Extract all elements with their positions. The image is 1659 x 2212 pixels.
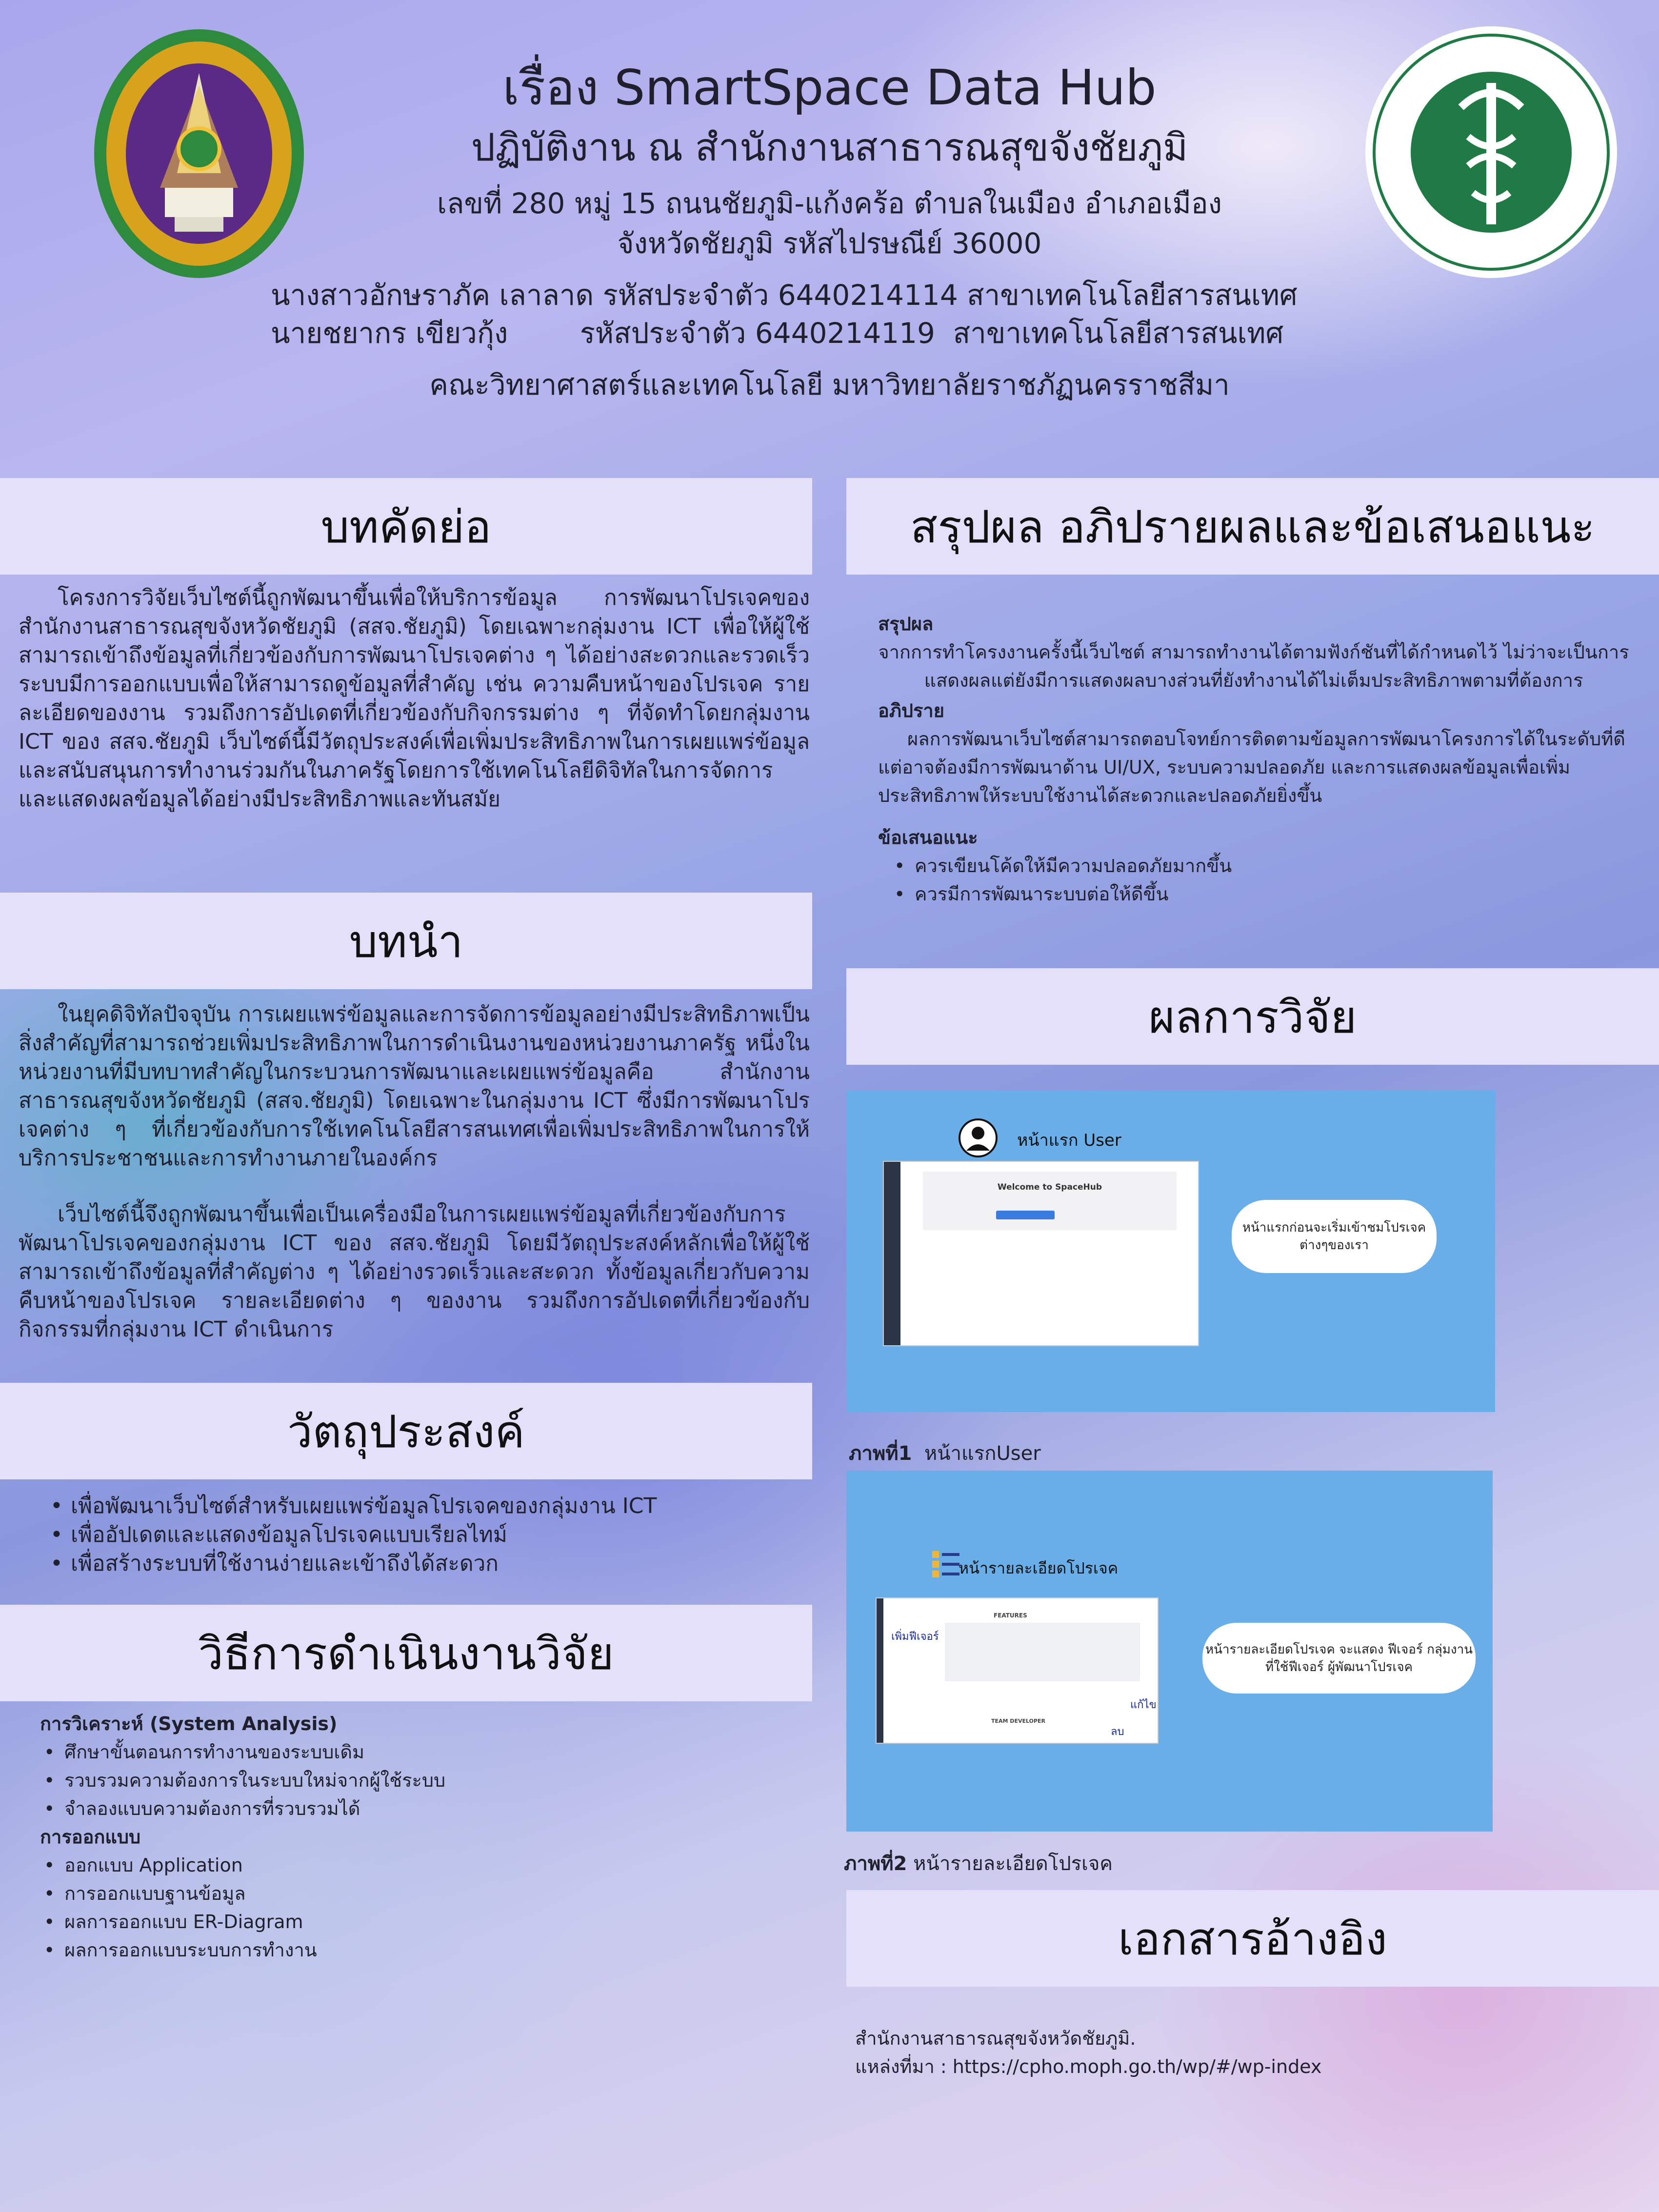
design-item: • การออกแบบฐานข้อมูล <box>40 1879 445 1908</box>
figure-2-bubble: หน้ารายละเอียดโปรเจค จะแสดง ฟีเจอร์ กลุ่มงานที่ใช้ฟีเจอร์ ผู้พัฒนาโปรเจค <box>1202 1623 1476 1694</box>
objectives-heading: วัตถุประสงค์ <box>0 1383 812 1479</box>
summary-text: จากการทำโครงงานครั้งนี้เว็บไซต์ สามารถทำงานได้ตามฟังก์ชันที่ได้กำหนดไว้ ไม่ว่าจะเป็นการแสดงผลแต่ยังมีการแสดงผลบางส่วนที่ยังทำงานได้ไม่เต็มประสิทธิภาพตามที่ต้องการ <box>878 641 1629 691</box>
suggest-item: • ควรมีการพัฒนาระบบต่อให้ดีขึ้น <box>890 880 1629 908</box>
poster-title: เรื่อง SmartSpace Data Hub <box>502 59 1157 116</box>
design-item: • ออกแบบ Application <box>40 1851 445 1879</box>
design-item: • ผลการออกแบบระบบการทำงาน <box>40 1936 445 1964</box>
address-line-1: เลขที่ 280 หมู่ 15 ถนนชัยภูมิ-แก้งคร้อ ตำบลในเมือง อำเภอเมือง <box>437 187 1222 220</box>
references-content <box>855 2024 1321 2081</box>
figure-2-screenshot <box>876 1597 1159 1744</box>
objectives-list <box>46 1492 778 1578</box>
intro-heading: บทนำ <box>0 893 812 989</box>
analysis-title: การวิเคราะห์ (System Analysis) <box>40 1713 338 1734</box>
design-title: การออกแบบ <box>40 1826 141 1848</box>
intro-paragraph-2: เว็บไซต์นี้จึงถูกพัฒนาขึ้นเพื่อเป็นเครื่องมือในการเผยแพร่ข้อมูลที่เกี่ยวข้องกับการพัฒนาโปรเจคของกลุ่มงาน ICT ของ สสจ.ชัยภูมิ โดยมีวัตถุประสงค์หลักเพื่อให้ผู้ใช้สามารถเข้าถึงข้อมูลที่สำคัญต่าง ๆ ได้อย่างรวดเร็วและสะดวก ทั้งข้อมูลเกี่ยวกับความคืบหน้าของโปรเจค รายละเอียดต่าง ๆ ของงาน รวมถึงการอัปเดตที่เกี่ยวข้องกับกิจกรรมที่กลุ่มงาน ICT ดำเนินการ <box>19 1202 810 1342</box>
figure-2-panel <box>846 1471 1493 1832</box>
figure-2-number: ภาพที่2 <box>844 1853 907 1875</box>
screenshot-features-title: FEATURES <box>994 1612 1027 1619</box>
analysis-item: • ศึกษาขั้นตอนการทำงานของระบบเดิม <box>40 1738 445 1766</box>
figure-1-number: ภาพที่1 <box>849 1442 912 1465</box>
author-2: นายชยากร เขียวกุ้ง รหัสประจำตัว 6440214119 สาขาเทคโนโลยีสารสนเทศ <box>271 317 1284 350</box>
objective-item: • เพื่อพัฒนาเว็บไซต์สำหรับเผยแพร่ข้อมูลโปรเจคของกลุ่มงาน ICT <box>46 1492 778 1520</box>
annotation-edit: แก้ไข <box>1130 1699 1157 1711</box>
screenshot-sidebar <box>877 1598 883 1743</box>
annotation-delete: ลบ <box>1111 1726 1124 1738</box>
poster-subtitle: ปฏิบัติงาน ณ สำนักงานสาธารณสุขจังชัยภูมิ <box>471 126 1188 170</box>
design-item: • ผลการออกแบบ ER-Diagram <box>40 1908 445 1936</box>
figure-2-label: หน้ารายละเอียดโปรเจค <box>959 1559 1119 1577</box>
figure-2-caption-text: หน้ารายละเอียดโปรเจค <box>907 1853 1113 1875</box>
abstract-heading: บทคัดย่อ <box>0 478 812 575</box>
method-content <box>40 1710 445 1964</box>
suggest-title: ข้อเสนอแนะ <box>878 827 978 848</box>
author-1: นางสาวอักษราภัค เลาลาด รหัสประจำตัว 6440214114 สาขาเทคโนโลยีสารสนเทศ <box>271 279 1298 312</box>
screenshot-title: Welcome to SpaceHub <box>997 1182 1102 1192</box>
conclusion-content <box>878 610 1629 908</box>
figure-1-caption-text: หน้าแรกUser <box>912 1442 1041 1465</box>
references-heading: เอกสารอ้างอิง <box>846 1890 1659 1987</box>
screenshot-team-title: TEAM DEVELOPER <box>991 1718 1045 1724</box>
figure-1-bubble: หน้าแรกก่อนจะเริ่มเข้าชมโปรเจคต่างๆของเรา <box>1232 1200 1437 1273</box>
design-list <box>40 1851 445 1964</box>
method-heading: วิธีการดำเนินงานวิจัย <box>0 1605 812 1701</box>
figure-2-caption <box>844 1848 1113 1879</box>
analysis-list <box>40 1738 445 1823</box>
screenshot-button <box>996 1211 1055 1219</box>
reference-line-2[interactable]: แหล่งที่มา : https://cpho.moph.go.th/wp/#/wp-index <box>855 2056 1322 2077</box>
suggest-list <box>878 852 1629 908</box>
figure-1-panel <box>846 1090 1495 1412</box>
intro-paragraph-1: ในยุคดิจิทัลปัจจุบัน การเผยแพร่ข้อมูลและการจัดการข้อมูลอย่างมีประสิทธิภาพเป็นสิ่งสำคัญที่สามารถช่วยเพิ่มประสิทธิภาพในการดำเนินงานของหน่วยงานภาครัฐ หนึ่งในหน่วยงานที่มีบทบาทสำคัญในกระบวนการพัฒนาและเผยแพร่ข้อมูลคือ สำนักงานสาธารณสุขจังหวัดชัยภูมิ (สสจ.ชัยภูมิ) โดยเฉพาะในกลุ่มงาน ICT ซึ่งมีการพัฒนาโปรเจคต่าง ๆ ที่เกี่ยวข้องกับการใช้เทคโนโลยีสารสนเทศเพื่อเพิ่มประสิทธิภาพในการให้บริการประชาชนและการทำงานภายในองค์กร <box>19 1002 810 1171</box>
suggest-item: • ควรเขียนโค้ดให้มีความปลอดภัยมากขึ้น <box>890 852 1629 880</box>
figure-1-screenshot <box>883 1161 1199 1346</box>
annotation-add-feature: เพิ่มฟีเจอร์ <box>891 1631 939 1643</box>
screenshot-table <box>945 1623 1140 1681</box>
reference-line-1: สำนักงานสาธารณสุขจังหวัดชัยภูมิ. <box>855 2028 1136 2049</box>
address-line-2: จังหวัดชัยภูมิ รหัสไปรษณีย์ 36000 <box>617 227 1042 260</box>
objective-item: • เพื่ออัปเดตและแสดงข้อมูลโปรเจคแบบเรียลไทม์ <box>46 1520 778 1549</box>
discussion-text: ผลการพัฒนาเว็บไซต์สามารถตอบโจทย์การติดตามข้อมูลการพัฒนาโครงการได้ในระดับที่ดี แต่อาจต้องมีการพัฒนาด้าน UI/UX, ระบบความปลอดภัย และการแสดงผลข้อมูลเพื่อเพิ่มประสิทธิภาพให้ระบบใช้งานได้สะดวกและปลอดภัยยิ่งขึ้น <box>878 728 1625 806</box>
figure-1-label: หน้าแรก User <box>1017 1131 1121 1150</box>
conclusion-heading: สรุปผล อภิปรายผลและข้อเสนอแนะ <box>846 478 1659 575</box>
abstract-text: โครงการวิจัยเว็บไซต์นี้ถูกพัฒนาขึ้นเพื่อให้บริการข้อมูล การพัฒนาโปรเจคของสำนักงานสาธารณสุขจังหวัดชัยภูมิ (สสจ.ชัยภูมิ) โดยเฉพาะกลุ่มงาน ICT เพื่อให้ผู้ใช้สามารถเข้าถึงข้อมูลที่เกี่ยวข้องกับการพัฒนาโปรเจคต่าง ๆ ได้อย่างสะดวกและรวดเร็ว ระบบมีการออกแบบเพื่อให้สามารถดูข้อมูลที่สำคัญ เช่น ความคืบหน้าของโปรเจค รายละเอียดของงาน รวมถึงการอัปเดตที่เกี่ยวข้องกับกิจกรรมต่าง ๆ ที่จัดทำโดยกลุ่มงาน ICT ของ สสจ.ชัยภูมิ เว็บไซต์นี้มีวัตถุประสงค์เพื่อเพิ่มประสิทธิภาพในการเผยแพร่ข้อมูล และสนับสนุนการทำงานร่วมกันในภาครัฐโดยการใช้เทคโนโลยีดิจิทัลในการจัดการและแสดงผลข้อมูลได้อย่างมีประสิทธิภาพและทันสมัย <box>19 585 810 812</box>
faculty-line: คณะวิทยาศาสตร์และเทคโนโลยี มหาวิทยาลัยราชภัฏนครราชสีมา <box>429 368 1230 401</box>
screenshot-sidebar <box>884 1162 900 1345</box>
user-icon <box>959 1118 998 1157</box>
discussion-title: อภิปราย <box>878 700 945 721</box>
results-heading: ผลการวิจัย <box>846 968 1659 1065</box>
analysis-item: • จำลองแบบความต้องการที่รวบรวมได้ <box>40 1794 445 1823</box>
analysis-item: • รวบรวมความต้องการในระบบใหม่จากผู้ใช้ระบบ <box>40 1766 445 1794</box>
summary-title: สรุปผล <box>878 613 934 635</box>
figure-1-caption <box>849 1437 1041 1469</box>
objective-item: • เพื่อสร้างระบบที่ใช้งานง่ายและเข้าถึงได้สะดวก <box>46 1549 778 1578</box>
screenshot-hero <box>923 1172 1177 1230</box>
